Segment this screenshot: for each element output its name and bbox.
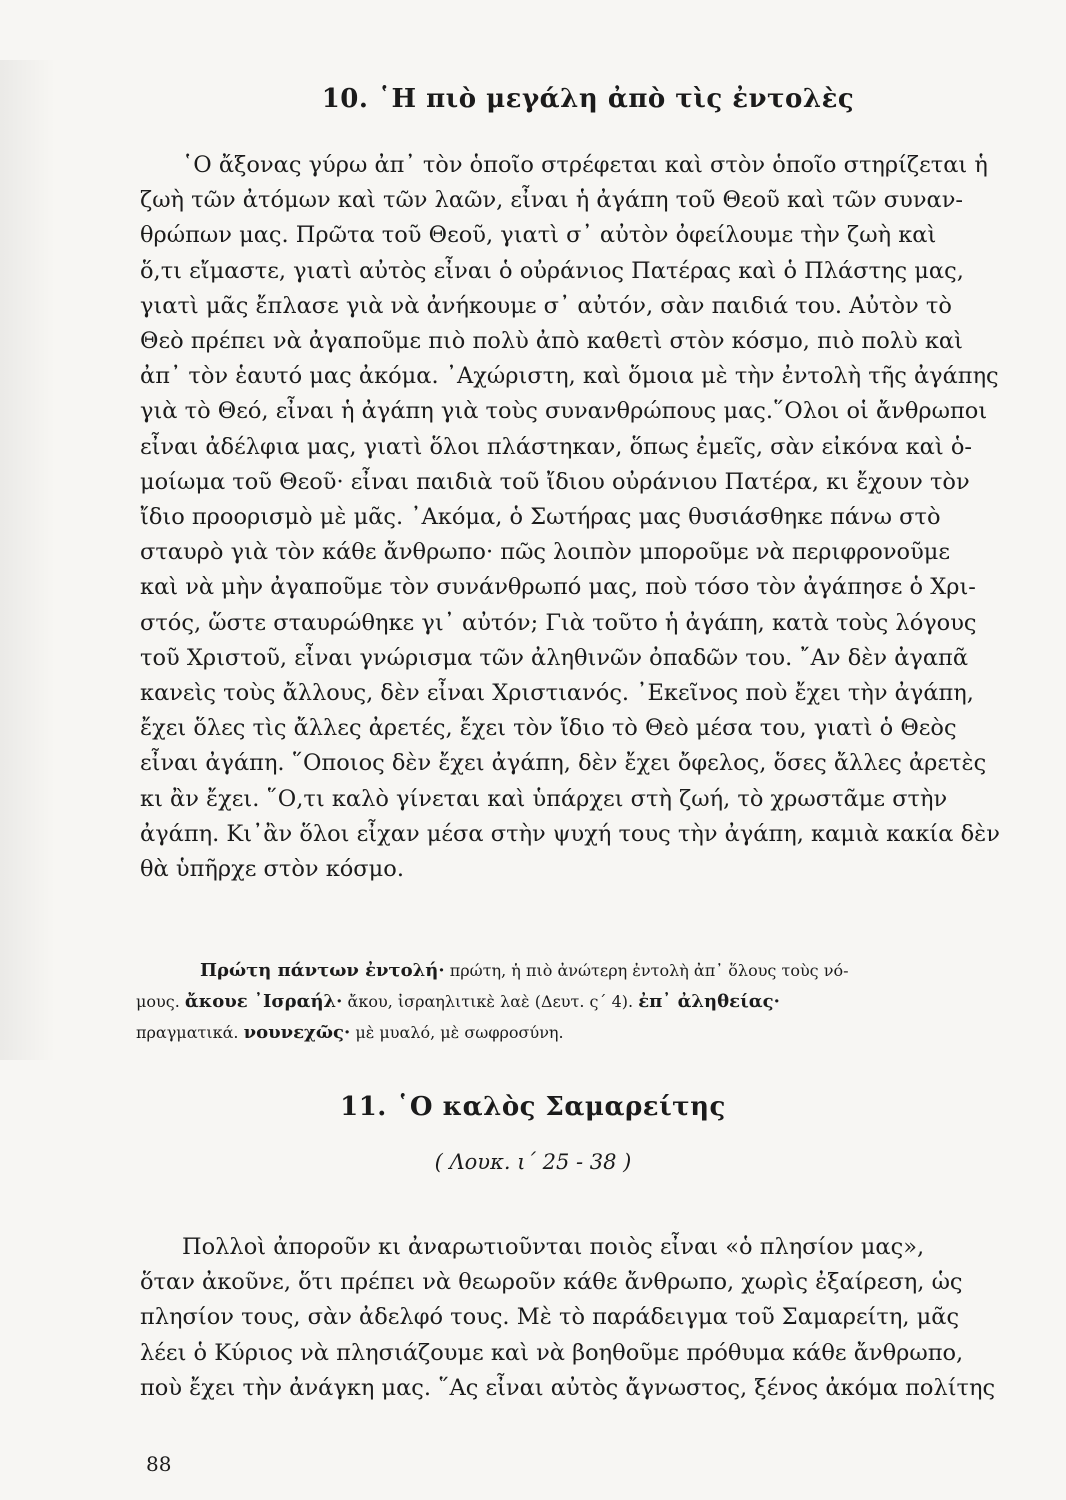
body-line: ἀπ᾽ τὸν ἑαυτό μας ἀκόμα. ᾽Αχώριστη, καὶ ὅμοια μὲ τὴν ἐντολὴ τῆς ἀγάπης — [140, 363, 999, 390]
glossary-notes — [136, 955, 1030, 1048]
glossary-line — [136, 986, 1030, 1017]
body-line: εἶναι ἀδέλφια μας, γιατὶ ὅλοι πλάστηκαν, ὅπως ἐμεῖς, σὰν εἰκόνα καὶ ὁ- — [140, 433, 972, 460]
body-line: σταυρὸ γιὰ τὸν κάθε ἄνθρωπο· πῶς λοιπὸν μποροῦμε νὰ περιφρονοῦμε — [140, 539, 951, 566]
body-line: στός, ὥστε σταυρώθηκε γι᾽ αὐτόν; Γιὰ τοῦτο ἡ ἀγάπη, κατὰ τοὺς λόγους — [140, 609, 977, 636]
body-line: ζωὴ τῶν ἀτόμων καὶ τῶν λαῶν, εἶναι ἡ ἀγάπη τοῦ Θεοῦ καὶ τῶν συναν- — [140, 187, 963, 214]
glossary-definition: πρώτη, ἡ πιὸ ἀνώτερη ἐντολὴ ἀπ᾽ ὅλους τοὺς νό- — [449, 961, 849, 980]
body-line: εἶναι ἀγάπη. ῞Οποιος δὲν ἔχει ἀγάπη, δὲν ἔχει ὄφελος, ὅσες ἄλλες ἀρετὲς — [140, 750, 987, 777]
body-line: ἴδιο προορισμὸ μὲ μᾶς. ᾽Ακόμα, ὁ Σωτήρας μας θυσιάσθηκε πάνω στὸ — [140, 504, 941, 531]
glossary-term: ἐπ᾽ ἀληθείας· — [638, 991, 780, 1012]
page-number: 88 — [146, 1452, 172, 1476]
body-line: Πολλοὶ ἀποροῦν κι ἀναρωτιοῦνται ποιὸς εἶναι «ὁ πλησίον μας», — [182, 1234, 925, 1260]
body-line: κανεὶς τοὺς ἄλλους, δὲν εἶναι Χριστιανός. ᾽Εκεῖνος ποὺ ἔχει τὴν ἀγάπη, — [140, 680, 974, 707]
section-10-body — [140, 148, 1028, 887]
body-line: πλησίον τους, σὰν ἀδελφό τους. Μὲ τὸ παράδειγμα τοῦ Σαμαρείτη, μᾶς — [140, 1304, 960, 1331]
glossary-line — [200, 955, 1030, 986]
body-line: λέει ὁ Κύριος νὰ πλησιάζουμε καὶ νὰ βοηθοῦμε πρόθυμα κάθε ἄνθρωπο, — [140, 1339, 964, 1366]
glossary-definition: μους. — [136, 992, 180, 1011]
section-10-title: 10. ῾Η πιὸ μεγάλη ἀπὸ τὶς ἐντολὲς — [321, 84, 855, 114]
body-line: ἀγάπη. Κι᾽ἂν ὅλοι εἶχαν μέσα στὴν ψυχή τους τὴν ἀγάπη, καμιὰ κακία δὲν — [140, 820, 1000, 847]
body-line: τοῦ Χριστοῦ, εἶναι γνώρισμα τῶν ἀληθινῶν ὀπαδῶν του. ῎Αν δὲν ἀγαπᾶ — [140, 644, 969, 671]
glossary-definition: μὲ μυαλό, μὲ σωφροσύνη. — [355, 1023, 564, 1042]
body-line: θρώπων μας. Πρῶτα τοῦ Θεοῦ, γιατὶ σ᾽ αὐτὸν ὀφείλουμε τὴν ζωὴ καὶ — [140, 222, 937, 249]
body-line: καὶ νὰ μὴν ἀγαποῦμε τὸν συνάνθρωπό μας, ποὺ τόσο τὸν ἀγάπησε ὁ Χρι- — [140, 574, 976, 601]
glossary-line — [136, 1017, 1030, 1048]
body-line: κι ἂν ἔχει. ῞Ο,τι καλὸ γίνεται καὶ ὑπάρχει στὴ ζωή, τὸ χρωστᾶμε στὴν — [140, 785, 948, 812]
body-line: ποὺ ἔχει τὴν ἀνάγκη μας. ῞Ας εἶναι αὐτὸς ἄγνωστος, ξένος ἀκόμα πολίτης — [140, 1374, 996, 1401]
glossary-definition: ἄκου, ἰσραηλιτικὲ λαὲ (Δευτ. ς΄ 4). — [347, 992, 634, 1011]
glossary-term: νουνεχῶς· — [243, 1022, 351, 1043]
section-11-body — [140, 1230, 1028, 1406]
body-line: ὅ,τι εἴμαστε, γιατὶ αὐτὸς εἶναι ὁ οὐράνιος Πατέρας καὶ ὁ Πλάστης μας, — [140, 257, 964, 284]
section-11-reference: ( Λουκ. ι΄ 25 - 38 ) — [434, 1150, 632, 1174]
body-line: Θεὸ πρέπει νὰ ἀγαποῦμε πιὸ πολὺ ἀπὸ καθετὶ στὸν κόσμο, πιὸ πολὺ καὶ — [140, 328, 963, 355]
body-line: μοίωμα τοῦ Θεοῦ· εἶναι παιδιὰ τοῦ ἴδιου οὐράνιου Πατέρα, κι ἔχουν τὸν — [140, 468, 970, 495]
glossary-term: ἄκουε ᾽Ισραήλ· — [184, 991, 343, 1012]
body-line: γιὰ τὸ Θεό, εἶναι ἡ ἀγάπη γιὰ τοὺς συνανθρώπους μας.῞Ολοι οἱ ἄνθρωποι — [140, 398, 988, 425]
body-line: ἔχει ὅλες τὶς ἄλλες ἀρετές, ἔχει τὸν ἴδιο τὸ Θεὸ μέσα του, γιατὶ ὁ Θεὸς — [140, 715, 957, 742]
body-line: ὅταν ἀκοῦνε, ὅτι πρέπει νὰ θεωροῦν κάθε ἄνθρωπο, χωρὶς ἐξαίρεση, ὡς — [140, 1269, 963, 1296]
glossary-term: Πρώτη πάντων ἐντολή· — [200, 960, 445, 981]
body-line: γιατὶ μᾶς ἔπλασε γιὰ νὰ ἀνήκουμε σ᾽ αὐτόν, σὰν παιδιά του. Αὐτὸν τὸ — [140, 292, 952, 319]
glossary-definition: πραγματικά. — [136, 1023, 239, 1042]
body-line: θὰ ὑπῆρχε στὸν κόσμο. — [140, 856, 404, 883]
body-line: ῾Ο ἄξονας γύρω ἀπ᾽ τὸν ὁποῖο στρέφεται καὶ στὸν ὁποῖο στηρίζεται ἡ — [182, 152, 988, 178]
page-gutter-shadow — [0, 60, 55, 1060]
section-11-title: 11. ῾Ο καλὸς Σαμαρείτης — [340, 1092, 726, 1122]
